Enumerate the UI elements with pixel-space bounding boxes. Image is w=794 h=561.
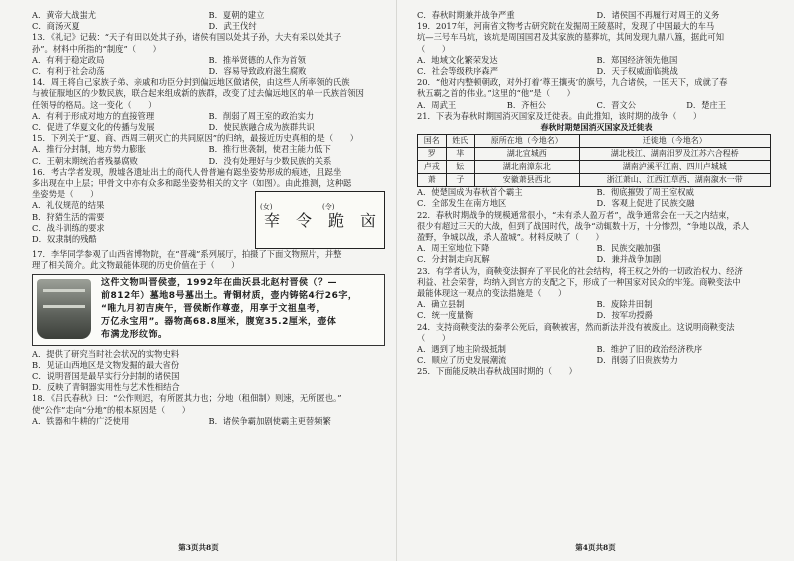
oracle-glyph: 令	[295, 210, 312, 230]
table-cell: 卢戎	[418, 161, 447, 174]
q18-options-continued	[417, 10, 776, 21]
option: D．兼并战争加剧	[596, 254, 662, 265]
option: A．周武王	[417, 99, 457, 110]
question-text: 利益、社会荣誉，均纳入到官方的支配之下，形成了一种国家对民众的牢笼。商鞅变法中	[417, 276, 741, 287]
option: A．有利于稳定政局	[32, 54, 105, 65]
question-text: 理了相关简介。此文物最能体现的历史价值在于（ ）	[32, 260, 240, 271]
oracle-glyph: 㐫	[359, 210, 376, 230]
q12-options	[32, 10, 385, 21]
table-cell: 子	[446, 174, 475, 187]
option: A．确立县制	[417, 299, 465, 310]
column-header: 姓氏	[446, 135, 475, 148]
option: A．黄帝大战蚩尤	[32, 10, 97, 20]
option: D．奴隶制的残酷	[32, 234, 97, 245]
option: C．春秋时期兼并战争严重	[417, 10, 515, 20]
table-cell: 浙江萧山、江西江草西、湖南溆水一带	[579, 174, 770, 187]
option: C．说明晋国是最早实行分封制的诸侯国	[32, 371, 180, 382]
question-25	[417, 366, 776, 377]
question-text: 使“公作”走向“分地”的根本原因是（ ）	[32, 404, 191, 415]
page-4	[397, 0, 794, 561]
option: B．见证山西地区是文物发掘的最大省份	[32, 359, 180, 370]
question-text: 18．《吕氏春秋》曰：“公作则迟，有所匿其力也；分地（租佃制）则速，无所匿也。”	[32, 393, 342, 404]
option: D．反映了青铜器实用性与艺术性相结合	[32, 382, 180, 393]
question-text: 25．下面能反映出春秋战国时期的（ ）	[417, 366, 577, 377]
question-text: 14．周王将自己家族子弟、亲戚和功臣分封到偏远地区做诸侯，由这些人所率领的氏族	[32, 77, 350, 88]
question-text: 盈野，争城以战，杀人盈城”。材料反映了（ ）	[417, 232, 604, 243]
table-cell: 芈	[446, 148, 475, 161]
options-row	[417, 66, 776, 77]
figure-label: (女)	[260, 203, 273, 212]
option: B．齐桓公	[506, 99, 547, 110]
q12-options-row2	[32, 21, 385, 32]
oracle-glyph: 㚔	[263, 210, 280, 230]
option: A．周王室地位下降	[417, 243, 490, 254]
option: B．维护了旧的政治经济秩序	[596, 344, 703, 355]
question-23	[417, 266, 776, 322]
column-header: 迁徙地（今地名）	[579, 135, 770, 148]
option: A．地域文化繁荣发达	[417, 54, 498, 65]
option: A．推行分封制，地方势力膨胀	[32, 144, 146, 155]
option: A．遇到了地主阶级抵制	[417, 344, 506, 355]
question-text: 任领导的格局。这一变化（ ）	[32, 99, 157, 110]
artifact-text: 万亿永宝用”。器物高68.8厘米，腹宽35.2厘米，壶体	[101, 316, 337, 327]
artifact-text: “唯九月初吉庚午，晋侯断作尊壶，用享于文祖皇考，	[101, 303, 326, 314]
option: D．使民族融合成为族群共识	[208, 122, 315, 133]
option: A．有利于形成对地方的直接管理	[32, 110, 155, 121]
table-row	[418, 161, 771, 174]
options-row	[417, 254, 776, 265]
column-header: 原所在地（今地名）	[475, 135, 580, 148]
question-text: 13．《礼记》记载：“天子有田以处其子孙，诸侯有国以处其子孙，大夫有采以处其子	[32, 32, 342, 43]
question-text: 很少有超过三天的大战，但到了战国时代，战争“动辄数十万，十分惨烈，“争地以战，杀人	[417, 220, 750, 231]
option: C．全部发生在南方地区	[417, 198, 507, 209]
question-18	[32, 393, 385, 427]
question-text: 多出现在中上层；甲骨文中亦有众多和跽坐姿势相关的文字（如图）。由此推测，这种跽	[32, 178, 352, 189]
question-text: 孙”。材料中所指的“制度”（ ）	[32, 43, 161, 54]
option: A．铁器和牛耕的广泛使用	[32, 415, 130, 426]
table-cell: 湖南泸溪平江南、四川卢城城	[579, 161, 770, 174]
table-cell: 湖北宜城西	[475, 148, 580, 161]
options-row	[32, 111, 385, 122]
question-20	[417, 77, 776, 111]
table-row	[418, 148, 771, 161]
option: B．夏朝的建立	[208, 10, 265, 20]
option: D．武王伐纣	[208, 21, 257, 32]
question-text: 最能体现这一观点的变法措施是（ ）	[417, 288, 567, 299]
option: B．推行世袭制，使君主能力低下	[208, 144, 331, 155]
option: D．按军功授爵	[596, 310, 653, 321]
question-text: （ ）	[417, 43, 451, 54]
oracle-glyph: 跪	[327, 210, 344, 230]
options-row	[417, 310, 776, 321]
options-row	[32, 55, 385, 66]
options-row	[417, 299, 776, 310]
options-row	[417, 187, 776, 198]
option: C．晋文公	[596, 99, 637, 110]
option: D．楚庄王	[686, 99, 727, 110]
table-header-row	[418, 135, 771, 148]
options-row	[32, 122, 385, 133]
options-row	[417, 100, 776, 111]
bronze-pot-image	[37, 279, 91, 339]
table-cell: 罗	[418, 148, 447, 161]
artifact-text: 前812年）墓地8号墓出土。青铜材质，壶内铸铭4行26字，	[101, 290, 358, 301]
option: B．民族交融加强	[596, 243, 661, 254]
question-22	[417, 210, 776, 266]
table-cell: 湖北南漳东北	[475, 161, 580, 174]
question-13	[32, 32, 385, 77]
question-text: 23．有学者认为，商鞅变法摒弃了平民化的社会结构，将王权之外的一切政治权力、经济	[417, 265, 743, 276]
q16-body	[32, 189, 385, 249]
option: C．统一度量衡	[417, 310, 474, 321]
question-16	[32, 167, 385, 249]
page-number: 第4页共8页	[575, 542, 616, 552]
question-text: 24．支持商鞅变法的秦孝公死后，商鞅被害，然而新法并没有被废止。这说明商鞅变法	[417, 321, 735, 332]
question-19	[417, 21, 776, 77]
option: C．商汤灭夏	[32, 21, 80, 32]
question-text: 22．春秋时期战争的规模通常很小，“未有杀人盈万者”，战争通常会在一天之内结束，	[417, 209, 735, 220]
question-text: 19．2017年，河南省文物考古研究院在发掘周王陵墓时，发现了中国最大的车马	[417, 21, 715, 32]
question-text: （ ）	[417, 332, 451, 343]
page-number: 第3页共8页	[178, 542, 219, 552]
table-cell: 湖北枝江、湖南汨罗及江苏六合程桥	[579, 148, 770, 161]
options-row	[32, 144, 385, 155]
options-row	[417, 344, 776, 355]
option: D．削弱了旧贵族势力	[596, 355, 678, 366]
question-24	[417, 322, 776, 367]
option: B．废除井田制	[596, 299, 653, 310]
question-15	[32, 133, 385, 167]
artifact-description	[95, 275, 384, 345]
artifact-card	[32, 274, 385, 346]
option: D．没有处理好与少数民族的关系	[208, 155, 332, 166]
options-row	[417, 55, 776, 66]
options-row	[32, 156, 385, 167]
option: B．狩猎生活的需要	[32, 211, 105, 222]
option: D．容易导致政府滋生腐败	[208, 66, 307, 77]
options-row	[417, 198, 776, 209]
question-text: 坑—三号车马坑，该坑是周国国君及其家族的墓葬坑，其间发现九鼎八簋，据此可知	[417, 32, 724, 43]
table-cell: 妘	[446, 161, 475, 174]
option: C．王朝末期统治者残暴腐败	[32, 155, 138, 166]
option: C．社会等级秩序森严	[417, 66, 499, 77]
option: A．礼仪规范的结果	[32, 200, 105, 211]
figure-label: (令)	[322, 203, 335, 212]
options-row	[32, 66, 385, 77]
option: B．彻底摧毁了周王室权威	[596, 187, 694, 198]
option: C．分封制走向瓦解	[417, 254, 490, 265]
artifact-text: 布满龙形纹饰。	[101, 329, 168, 340]
question-text: 坐姿势是（ ）	[32, 189, 99, 200]
table-caption: 春秋时期楚国消灭国家及迁徙表	[540, 123, 653, 133]
question-text: 15．下列关于“夏、商、西周三朝灭亡的共同原因”的归纳，最接近历史真相的是（ ）	[32, 133, 359, 144]
question-21	[417, 111, 776, 210]
option: C．战斗训练的要求	[32, 222, 105, 233]
question-text: 与被征服地区的少数民族，联合起来组成新的族群，改变了过去偏远地区的单一氏族首领因	[32, 88, 364, 99]
question-14	[32, 77, 385, 133]
q16-options	[32, 189, 249, 245]
option: D．天子权威面临挑战	[596, 66, 678, 77]
option: B．诸侯争霸加剧使霸主更替频繁	[208, 415, 331, 426]
option: D．诸侯国不再履行对周王的义务	[596, 10, 720, 20]
option: C．促进了华夏文化的传播与发展	[32, 122, 155, 133]
oracle-bone-figure	[255, 191, 385, 249]
question-text: 17．李华同学参观了山西省博物院，在“晋魂”系列展厅，拍摄了下面文物照片，并整	[32, 249, 342, 260]
question-text: 秋五霸之首的伟业。”这里的“他”是（ ）	[417, 88, 575, 99]
table-row	[418, 174, 771, 187]
question-text: 20．“他对内整顿朝政，对外打着‘尊王攘夷’的旗号，九合诸侯，一匡天下，成就了春	[417, 77, 728, 88]
column-header: 国名	[418, 135, 447, 148]
option: B．削弱了周王室的政治实力	[208, 110, 315, 121]
table-cell: 安徽萧县西北	[475, 174, 580, 187]
table-cell: 萧	[418, 174, 447, 187]
option: A．提供了研究当时社会状况的实物史料	[32, 348, 180, 359]
option: B．郑国经济领先他国	[596, 54, 678, 65]
option: C．顺应了历史发展潮流	[417, 355, 507, 366]
options-row	[417, 243, 776, 254]
options-row	[417, 355, 776, 366]
option: B．推举贤德的人作为首领	[208, 54, 306, 65]
question-text: 16．考古学者发现，殷墟各遗址出土的商代人骨普遍有跽坐姿势形成的痕迹，且跽坐	[32, 166, 342, 177]
question-text: 21．下表为春秋时期国消灭国家及迁徙表。由此推知，该时期的战争（ ）	[417, 110, 702, 121]
artifact-text: 这件文物叫晋侯壶，1992年在曲沃县北赵村晋侯（？—	[101, 277, 338, 288]
question-17	[32, 249, 385, 393]
state-migration-table	[417, 134, 771, 187]
option: A．使楚国成为春秋首个霸主	[417, 187, 523, 198]
option: C．有利于社会动荡	[32, 66, 105, 77]
options-row	[32, 416, 385, 427]
option: D．客观上促进了民族交融	[596, 198, 695, 209]
